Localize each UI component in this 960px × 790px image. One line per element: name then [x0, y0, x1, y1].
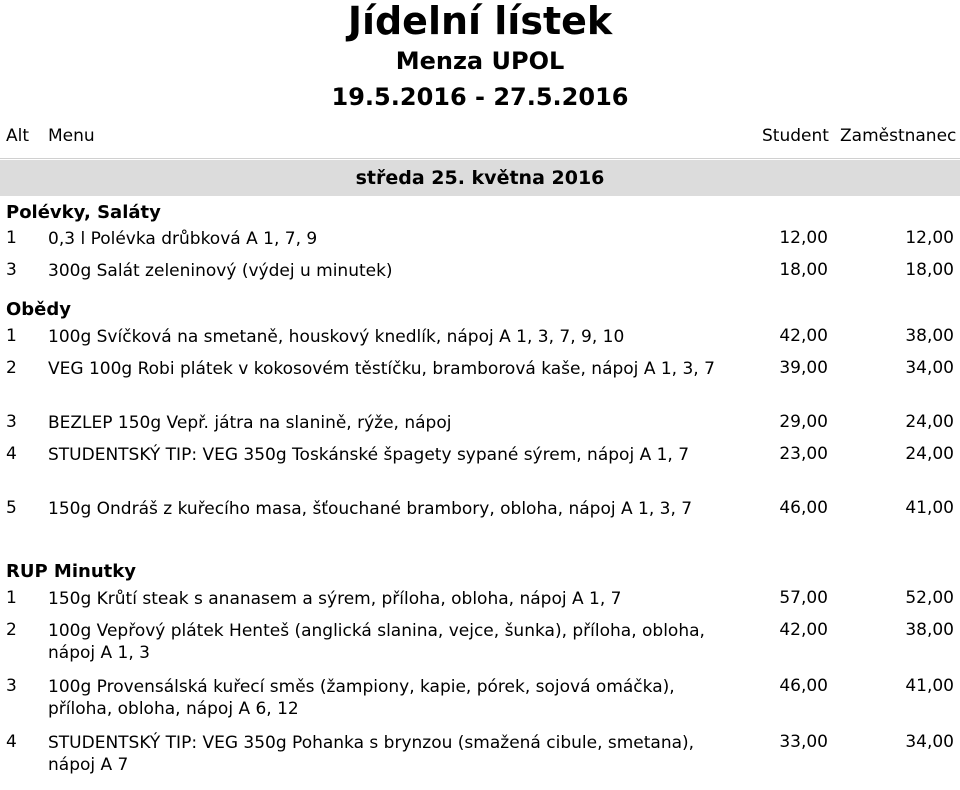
item-number: 3	[6, 260, 17, 280]
item-description: 0,3 l Polévka drůbková A 1, 7, 9	[48, 229, 318, 249]
menu-item	[0, 620, 960, 676]
item-number: 1	[6, 588, 17, 608]
item-number: 1	[6, 326, 17, 346]
staff-price: 52,00	[905, 588, 954, 608]
staff-price: 38,00	[905, 620, 954, 640]
staff-price: 24,00	[905, 412, 954, 432]
item-description: 100g Provensálská kuřecí směs (žampiony, kapie, pórek, sojová omáčka), příloha, obloha, nápoj A 6, 12	[48, 677, 675, 719]
staff-price: 34,00	[905, 732, 954, 752]
item-description: 150g Ondráš z kuřecího masa, šťouchané brambory, obloha, nápoj A 1, 3, 7	[48, 499, 693, 519]
staff-price: 38,00	[905, 326, 954, 346]
staff-price: 12,00	[905, 228, 954, 248]
student-price: 29,00	[779, 412, 828, 432]
menu-item	[0, 732, 960, 782]
menu-item	[0, 444, 960, 498]
column-staff-price: Zaměstnanec	[840, 126, 957, 146]
canteen-name: Menza UPOL	[395, 47, 565, 75]
item-number: 4	[6, 444, 17, 464]
staff-price: 34,00	[905, 358, 954, 378]
menu-content	[0, 198, 960, 782]
item-number: 2	[6, 620, 17, 640]
staff-price: 24,00	[905, 444, 954, 464]
page-title: Jídelní lístek	[347, 0, 613, 43]
item-number: 4	[6, 732, 17, 752]
day-heading: středa 25. května 2016	[0, 160, 960, 196]
menu-item	[0, 326, 960, 358]
column-menu: Menu	[48, 126, 95, 146]
student-price: 46,00	[779, 676, 828, 696]
menu-item	[0, 676, 960, 732]
item-number: 1	[6, 228, 17, 248]
item-number: 2	[6, 358, 17, 378]
item-number: 3	[6, 412, 17, 432]
student-price: 39,00	[779, 358, 828, 378]
column-alt: Alt	[6, 126, 30, 146]
section-title: Obědy	[6, 299, 72, 320]
column-student-price: Student	[762, 126, 829, 146]
item-description: 150g Krůtí steak s ananasem a sýrem, příloha, obloha, nápoj A 1, 7	[48, 589, 622, 609]
item-description: 100g Svíčková na smetaně, houskový knedlík, nápoj A 1, 3, 7, 9, 10	[48, 327, 625, 347]
menu-item	[0, 412, 960, 444]
date-range: 19.5.2016 - 27.5.2016	[331, 83, 629, 111]
menu-item	[0, 358, 960, 412]
student-price: 23,00	[779, 444, 828, 464]
column-header	[0, 118, 960, 159]
section-title: Polévky, Saláty	[6, 202, 161, 223]
student-price: 57,00	[779, 588, 828, 608]
student-price: 46,00	[779, 498, 828, 518]
item-description: 300g Salát zeleninový (výdej u minutek)	[48, 261, 393, 281]
staff-price: 41,00	[905, 676, 954, 696]
menu-item	[0, 588, 960, 620]
item-number: 3	[6, 676, 17, 696]
student-price: 18,00	[779, 260, 828, 280]
item-description: VEG 100g Robi plátek v kokosovém těstíčku, bramborová kaše, nápoj A 1, 3, 7	[48, 359, 715, 379]
student-price: 42,00	[779, 620, 828, 640]
staff-price: 18,00	[905, 260, 954, 280]
section-title: RUP Minutky	[6, 561, 136, 582]
item-description: STUDENTSKÝ TIP: VEG 350g Toskánské špagety sypané sýrem, nápoj A 1, 7	[48, 445, 690, 465]
student-price: 12,00	[779, 228, 828, 248]
item-description: 100g Vepřový plátek Henteš (anglická slanina, vejce, šunka), příloha, obloha, nápoj A 1, 3	[48, 621, 705, 663]
menu-item	[0, 498, 960, 556]
staff-price: 41,00	[905, 498, 954, 518]
student-price: 33,00	[779, 732, 828, 752]
menu-item	[0, 228, 960, 260]
item-description: STUDENTSKÝ TIP: VEG 350g Pohanka s brynzou (smažená cibule, smetana), nápoj A 7	[48, 733, 695, 775]
menu-item	[0, 260, 960, 294]
item-description: BEZLEP 150g Vepř. játra na slanině, rýže, nápoj	[48, 413, 452, 433]
student-price: 42,00	[779, 326, 828, 346]
item-number: 5	[6, 498, 17, 518]
